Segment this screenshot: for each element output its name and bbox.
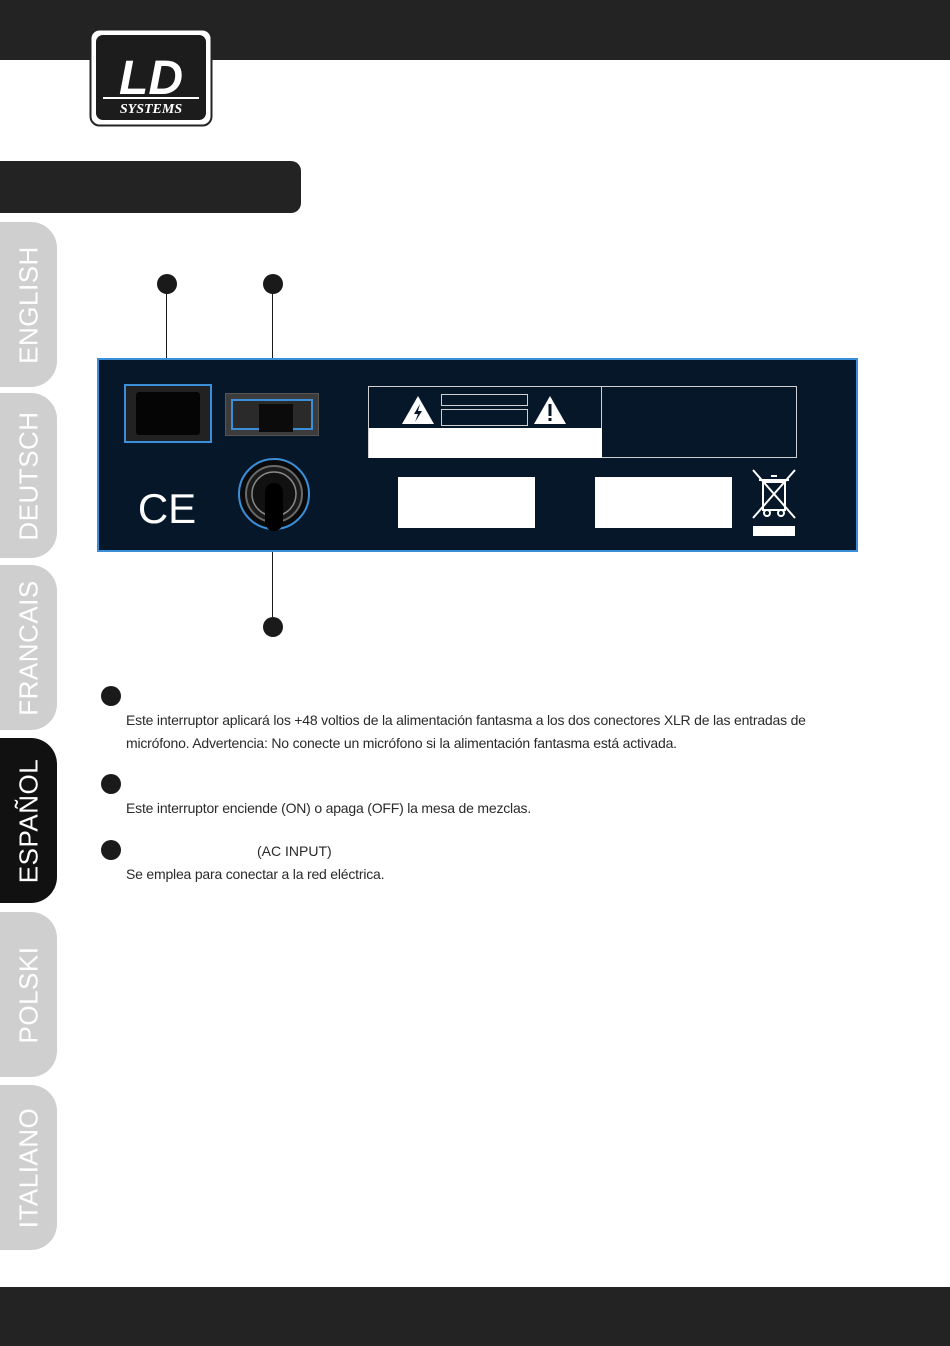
serial-label <box>595 477 732 528</box>
tab-label: FRANCAIS <box>13 579 43 716</box>
item-number-1 <box>101 686 121 706</box>
item-number-3 <box>101 840 121 860</box>
tab-label: DEUTSCH <box>13 410 43 541</box>
item-1-description: Este interruptor aplicará los +48 voltios de la alimentación fantasma a los dos conectores XLR de las entradas de micrófono. Advertencia: No conecte un micrófono si la alimentación fantasma está activada. <box>126 712 806 751</box>
tab-italiano[interactable] <box>0 1085 57 1250</box>
tab-english[interactable] <box>0 222 57 387</box>
weee-recycle-bin-icon <box>751 468 797 538</box>
item-3-title-suffix: (AC INPUT) <box>257 843 332 859</box>
section-title-bar <box>0 161 301 213</box>
logo-subtext: SYSTEMS <box>119 102 183 117</box>
tab-label: ESPAÑOL <box>13 758 43 883</box>
item-3-description: Se emplea para conectar a la red eléctrica. <box>126 866 385 882</box>
ld-systems-logo <box>89 28 213 127</box>
power-switch[interactable] <box>225 393 319 436</box>
item-number-2 <box>101 774 121 794</box>
ce-mark-icon <box>138 489 196 529</box>
item-2-description: Este interruptor enciende (ON) o apaga (OFF) la mesa de mezclas. <box>126 800 532 816</box>
bottom-bar <box>0 1287 950 1346</box>
ce-mark-text: CE <box>138 489 196 529</box>
ac-input-socket[interactable] <box>237 457 311 531</box>
tab-deutsch[interactable] <box>0 393 57 558</box>
tab-label: ENGLISH <box>13 245 43 364</box>
callout-dot-2 <box>263 274 283 294</box>
tab-polski[interactable] <box>0 912 57 1077</box>
tab-label: ITALIANO <box>13 1107 43 1228</box>
callout-dot-3 <box>263 617 283 637</box>
phantom-power-switch[interactable] <box>124 384 212 443</box>
tab-label: POLSKI <box>13 946 43 1043</box>
rating-label <box>398 477 535 528</box>
tab-espanol[interactable] <box>0 738 57 903</box>
warning-strip <box>369 428 602 458</box>
logo-text: LD <box>119 52 183 105</box>
callout-dot-1 <box>157 274 177 294</box>
electric-shock-warning-icon <box>400 394 436 426</box>
caution-warning-icon <box>532 394 568 426</box>
tab-francais[interactable] <box>0 565 57 730</box>
